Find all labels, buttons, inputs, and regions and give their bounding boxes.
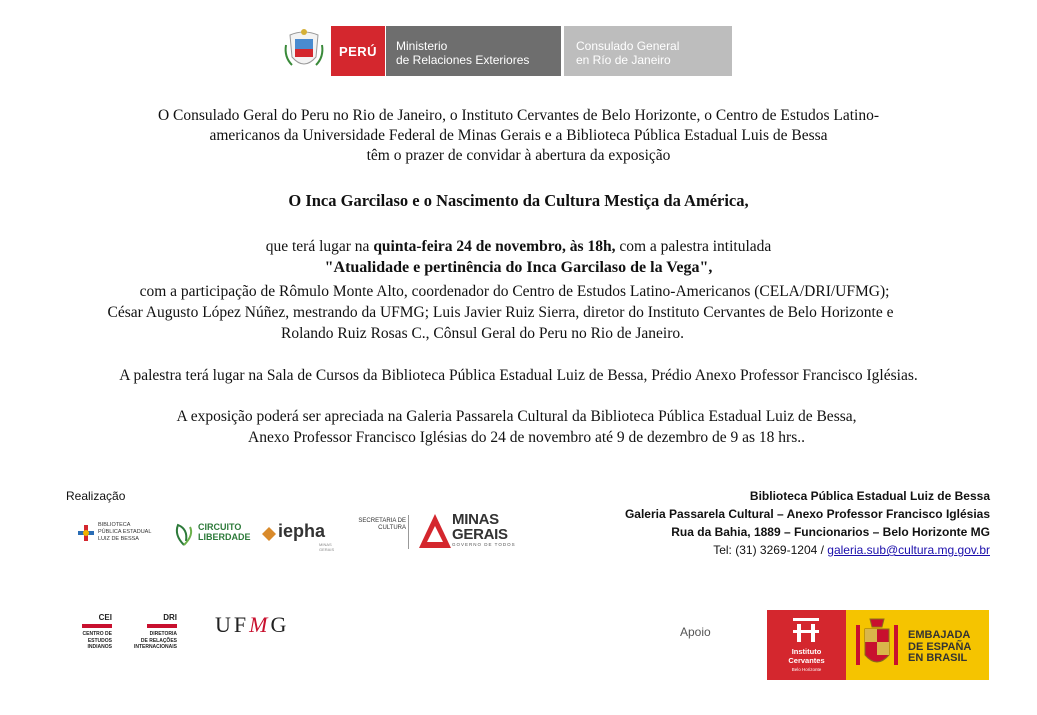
peru-coat-of-arms-icon: [282, 27, 326, 73]
intro-line-2: americanos da Universidade Federal de Minas Gerais e a Biblioteca Pública Estadual Luis de Bessa: [209, 127, 828, 144]
intro-line-3: têm o prazer de convidar à abertura da exposição: [366, 147, 671, 164]
dri-bar: [147, 624, 177, 628]
embajada-line-2: DE ESPAÑA: [908, 640, 972, 653]
cervantes-line-1: Instituto: [791, 647, 822, 656]
contact-email-link[interactable]: galeria.sub@cultura.mg.gov.br: [827, 543, 990, 557]
exhibition-title: O Inca Garcilaso e o Nascimento da Cultura Mestiça da América,: [288, 191, 749, 210]
circuito-liberdade-logo: [172, 519, 252, 549]
mg-line-2: GERAIS: [452, 526, 508, 543]
consulate-line-2: en Río de Janeiro: [576, 53, 671, 67]
contact-phone: Tel: (31) 3269-1204 /: [713, 543, 828, 557]
minas-gerais-logo: [418, 510, 518, 552]
contact-line-2: Galeria Passarela Cultural – Anexo Professor Francisco Iglésias: [624, 507, 990, 521]
date-prefix: que terá lugar na: [265, 238, 374, 255]
dri-line-2: DE RELAÇÕES: [140, 637, 177, 644]
venue-line: A palestra terá lugar na Sala de Cursos da Biblioteca Pública Estadual Luiz de Bessa, Prédio Anexo Professor Francisco Iglésias.: [119, 367, 918, 384]
cervantes-sub: Belo Horizonte: [791, 667, 822, 672]
ufmg-g: G: [270, 612, 290, 637]
dri-logo: [135, 613, 197, 663]
exhibit-line-2: Anexo Professor Francisco Iglésias do 24 de novembro até 9 de dezembro de 9 as 18 hrs..: [248, 429, 805, 446]
ufmg-logo: [215, 612, 315, 638]
consulate-brand-box: [564, 26, 732, 76]
iepha-text: iepha: [278, 521, 326, 541]
contact-line-4: [713, 543, 990, 557]
embajada-espana-logo: [846, 610, 989, 680]
spain-coat-of-arms-icon: [852, 615, 902, 675]
intro-line-1: O Consulado Geral do Peru no Rio de Janeiro, o Instituto Cervantes de Belo Horizonte, o Centro de Estudos Latino-: [157, 107, 880, 124]
embajada-line-1: EMBAJADA: [908, 629, 971, 641]
biblioteca-icon: [76, 523, 96, 543]
biblioteca-logo: [76, 521, 161, 547]
date-bold: quinta-feira 24 de novembro, às 18h,: [373, 238, 616, 255]
cei-bar: [82, 624, 112, 628]
date-line: [0, 238, 1037, 256]
leaf-icon: [172, 521, 196, 547]
circuito-line-2: LIBERDADE: [198, 532, 251, 542]
ministry-line-1: Ministerio: [396, 39, 448, 53]
minas-triangle-icon: [418, 512, 452, 550]
dri-line-1: DIRETORIA: [149, 631, 177, 637]
iepha-diamond-icon: [262, 527, 276, 541]
iepha-logo: [262, 519, 338, 552]
speakers-line-2: César Augusto López Núñez, mestrando da UFMG; Luis Javier Ruiz Sierra, diretor do Instituto Cervantes de Belo Horizonte e: [107, 304, 894, 321]
mg-line-1: MINAS: [452, 511, 499, 528]
apoio-label: Apoio: [680, 625, 711, 639]
contact-line-3: Rua da Bahia, 1889 – Funcionarios – Belo Horizonte MG: [671, 525, 990, 539]
contact-line-1: Biblioteca Pública Estadual Luiz de Bessa: [749, 489, 990, 503]
cei-line-2: ESTUDOS: [87, 637, 112, 644]
iepha-sub: MINAS GERAIS: [319, 542, 335, 552]
bpe-line-1: BIBLIOTECA: [98, 522, 131, 528]
cei-line-3: INDIANOS: [87, 644, 112, 650]
speakers-line-3: Rolando Ruiz Rosas C., Cônsul Geral do Peru no Rio de Janeiro.: [281, 325, 684, 342]
date-suffix: com a palestra intitulada: [615, 238, 772, 255]
ufmg-u: UF: [215, 612, 250, 637]
circuito-line-1: CIRCUITO: [198, 522, 242, 532]
sec-line-2: CULTURA: [378, 525, 406, 531]
peru-label: PERÚ: [338, 43, 378, 59]
secretaria-cultura-logo: [350, 518, 406, 540]
exhibit-line-1: A exposição poderá ser apreciada na Galeria Passarela Cultural da Biblioteca Pública Estadual Luiz de Bessa,: [176, 408, 857, 425]
ministry-brand-box: [386, 26, 561, 76]
peru-brand-box: [331, 26, 385, 76]
mg-sub: GOVERNO DE TODOS: [452, 542, 516, 547]
instituto-cervantes-logo: [767, 610, 846, 680]
speakers-line-1: com a participação de Rômulo Monte Alto, coordenador do Centro de Estudos Latino-Americanos (CELA/DRI/UFMG);: [139, 283, 890, 300]
bpe-line-3: LUIZ DE BESSA: [98, 536, 139, 542]
logo-divider: [408, 515, 409, 549]
bpe-line-2: PÚBLICA ESTADUAL: [98, 529, 152, 535]
cei-logo: [70, 613, 132, 663]
ministry-line-2: de Relaciones Exteriores: [396, 53, 530, 67]
cei-line-1: CENTRO DE: [82, 631, 112, 637]
ufmg-m: M: [249, 612, 271, 637]
sec-line-1: SECRETARIA DE: [358, 518, 406, 524]
dri-abbr: DRI: [163, 613, 177, 622]
realizacao-label: Realização: [66, 489, 126, 503]
talk-title: "Atualidade e pertinência do Inca Garcilaso de la Vega",: [324, 259, 713, 276]
cervantes-line-2: Cervantes: [788, 655, 825, 665]
embajada-line-3: EN BRASIL: [908, 652, 968, 664]
consulate-line-1: Consulado General: [576, 39, 680, 53]
cervantes-symbol-icon: [789, 616, 823, 646]
cei-abbr: CEI: [98, 613, 112, 622]
dri-line-3: INTERNACIONAIS: [133, 644, 177, 650]
